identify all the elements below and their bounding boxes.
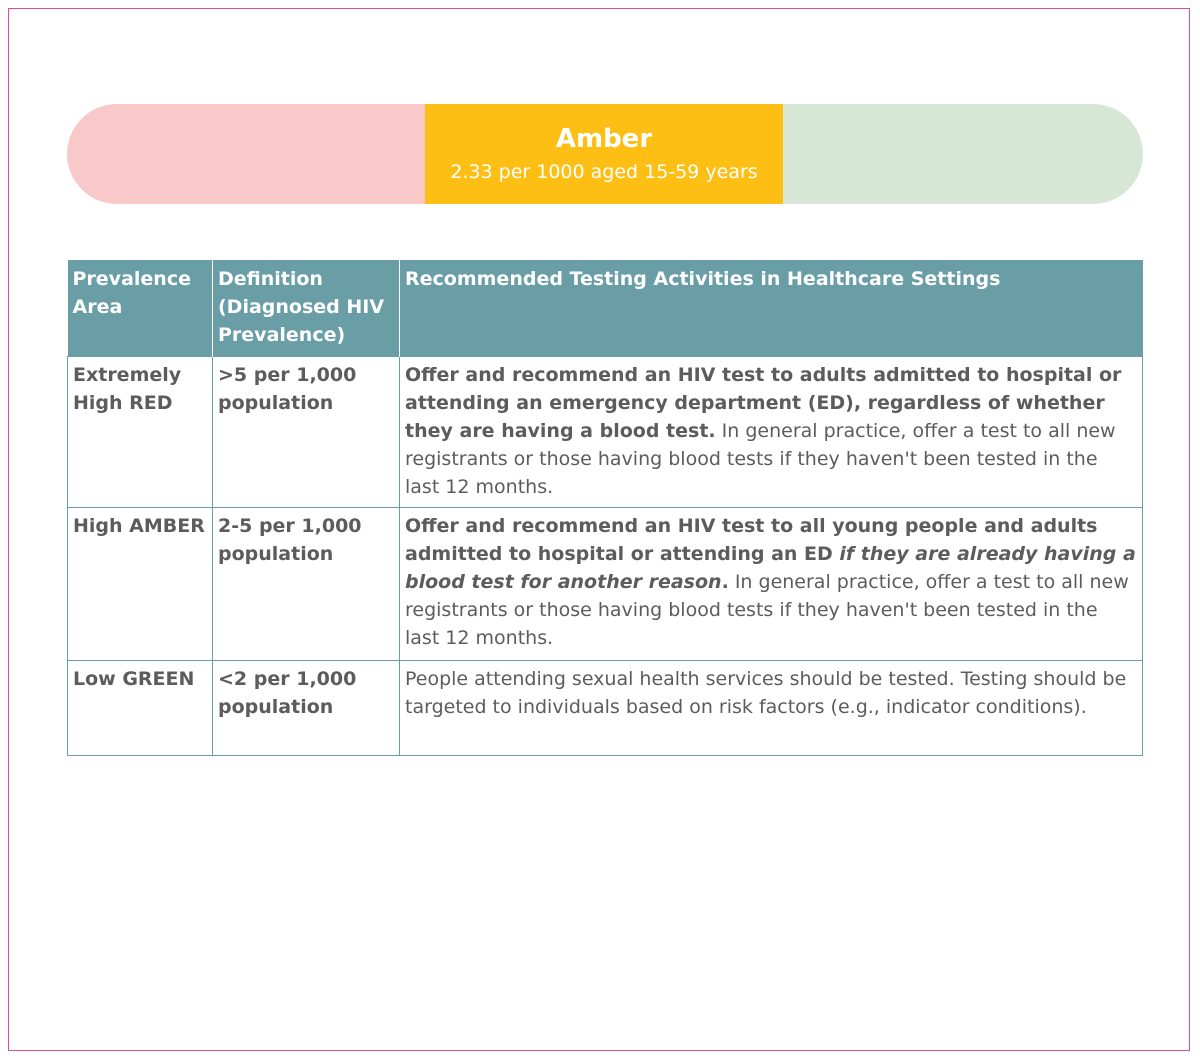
row-definition: 2-5 per 1,000 population <box>213 507 400 660</box>
row-activities <box>400 356 1143 507</box>
amber-segment <box>425 104 783 204</box>
row-area: Low GREEN <box>68 660 213 755</box>
header-prevalence-area: Prevalence Area <box>72 268 191 318</box>
header-definition: Definition (Diagnosed HIV Prevalence) <box>213 260 400 356</box>
red-segment <box>67 104 425 204</box>
activities-bold-italic-text: if they are already having a blood test for another reason <box>405 542 1136 593</box>
table-header-row <box>68 260 1143 356</box>
header-recommended-activities: Recommended Testing Activities in Healthcare Settings <box>400 260 1143 356</box>
table-row <box>68 356 1143 507</box>
row-activities <box>400 660 1143 755</box>
activities-regular-text: In general practice, offer a test to all new registrants or those having blood tests if they haven't been tested in the last 12 months. <box>405 419 1116 498</box>
row-definition: <2 per 1,000 population <box>213 660 400 755</box>
row-activities <box>400 507 1143 660</box>
activities-bold-text: Offer and recommend an HIV test to adults admitted to hospital or attending an emergency department (ED), regardless of whether they are having a blood test. <box>405 363 1122 442</box>
testing-guidance-table <box>67 260 1143 756</box>
row-area: High AMBER <box>68 507 213 660</box>
table-row <box>68 660 1143 755</box>
row-area: Extremely High RED <box>68 356 213 507</box>
row-definition: >5 per 1,000 population <box>213 356 400 507</box>
prevalence-bar <box>67 104 1143 204</box>
prevalence-value: 2.33 per 1000 aged 15-59 years <box>450 161 758 183</box>
activities-regular-text: People attending sexual health services should be tested. Testing should be targeted to individuals based on risk factors (e.g., indicator conditions). <box>405 667 1127 718</box>
activities-bold-text: Offer and recommend an HIV test to all young people and adults admitted to hospital or attending an ED <box>405 514 1098 565</box>
green-segment <box>783 104 1143 204</box>
activities-regular-text: In general practice, offer a test to all new registrants or those having blood tests if they haven't been tested in the last 12 months. <box>405 570 1129 649</box>
table-row <box>68 507 1143 660</box>
prevalence-level: Amber <box>555 124 653 154</box>
activities-bold-end-text: . <box>721 570 729 593</box>
